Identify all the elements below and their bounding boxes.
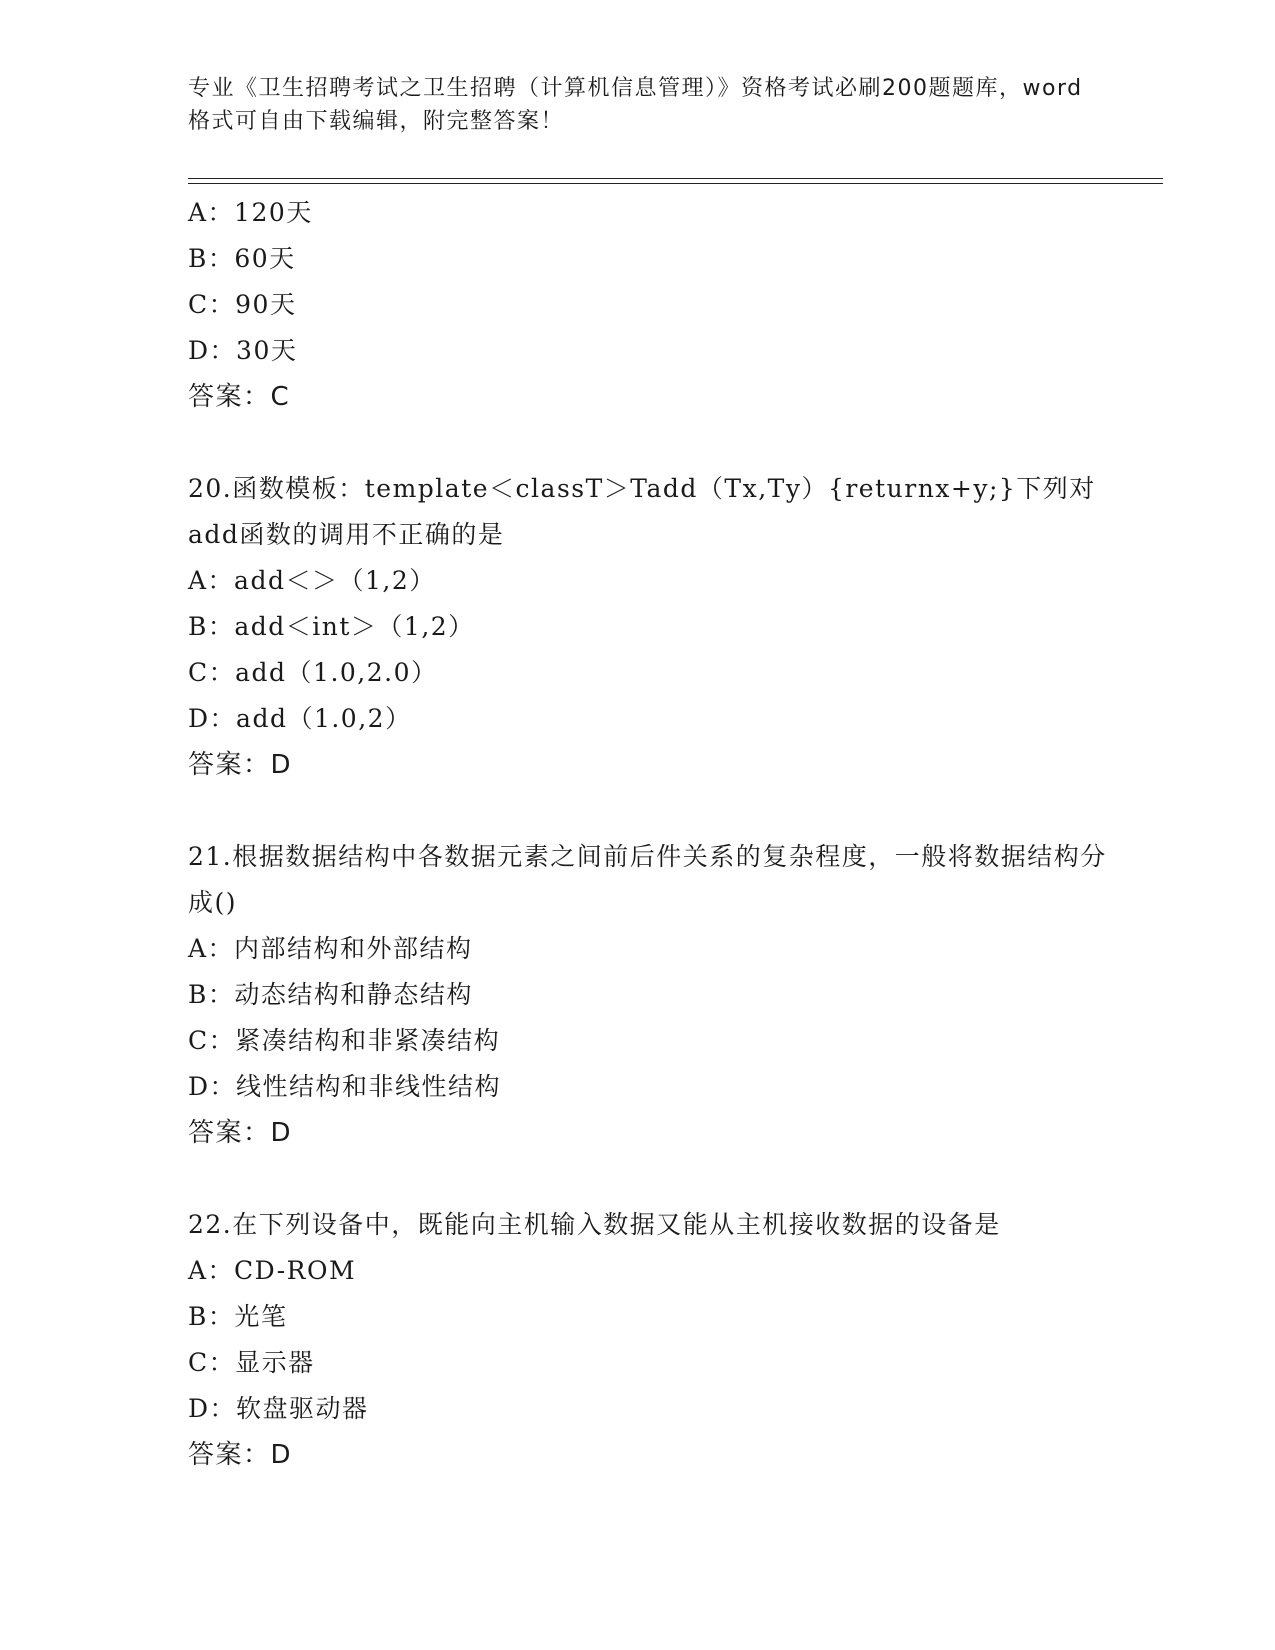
q20-option-a: A：add＜＞（1,2） xyxy=(188,566,436,595)
header-double-rule xyxy=(188,178,1163,184)
spacer xyxy=(188,788,1108,834)
q19-option-d: D：30天 xyxy=(188,336,298,365)
q20-option-c: C：add（1.0,2.0） xyxy=(188,658,438,687)
q20-option-b: B：add＜int＞（1,2） xyxy=(188,612,475,641)
q21-option-d: D：线性结构和非线性结构 xyxy=(188,1072,502,1101)
page-header xyxy=(188,72,1088,138)
q19-option-a: A：120天 xyxy=(188,198,313,227)
q20-question: 20.函数模板：template＜classT＞Tadd（Tx,Ty）{returnx+y;}下列对add函数的调用不正确的是 xyxy=(188,474,1096,549)
q22-option-c: C：显示器 xyxy=(188,1348,315,1377)
q22-question: 22.在下列设备中，既能向主机输入数据又能从主机接收数据的设备是 xyxy=(188,1210,1001,1239)
question-20-block xyxy=(188,466,1108,788)
q22-option-a: A：CD-ROM xyxy=(188,1256,357,1285)
question-22-block xyxy=(188,1202,1108,1478)
q21-option-a: A：内部结构和外部结构 xyxy=(188,934,473,963)
q22-option-d: D：软盘驱动器 xyxy=(188,1394,369,1423)
q19-answer: 答案：C xyxy=(188,382,291,412)
q20-option-d: D：add（1.0,2） xyxy=(188,704,412,733)
q21-answer: 答案：D xyxy=(188,1118,293,1148)
q21-option-b: B：动态结构和静态结构 xyxy=(188,980,473,1009)
question-21-block xyxy=(188,834,1108,1156)
q22-answer: 答案：D xyxy=(188,1440,293,1470)
q19-option-b: B：60天 xyxy=(188,244,296,273)
spacer xyxy=(188,420,1108,466)
document-body xyxy=(188,190,1108,1478)
q22-option-b: B：光笔 xyxy=(188,1302,288,1331)
q20-answer: 答案：D xyxy=(188,750,293,780)
q19-option-c: C：90天 xyxy=(188,290,297,319)
q21-option-c: C：紧凑结构和非紧凑结构 xyxy=(188,1026,501,1055)
header-title: 专业《卫生招聘考试之卫生招聘（计算机信息管理）》资格考试必刷200题题库，word格式可自由下载编辑，附完整答案！ xyxy=(188,76,1083,134)
question-19-block xyxy=(188,190,1108,420)
spacer xyxy=(188,1156,1108,1202)
q21-question: 21.根据数据结构中各数据元素之间前后件关系的复杂程度，一般将数据结构分成() xyxy=(188,842,1107,917)
